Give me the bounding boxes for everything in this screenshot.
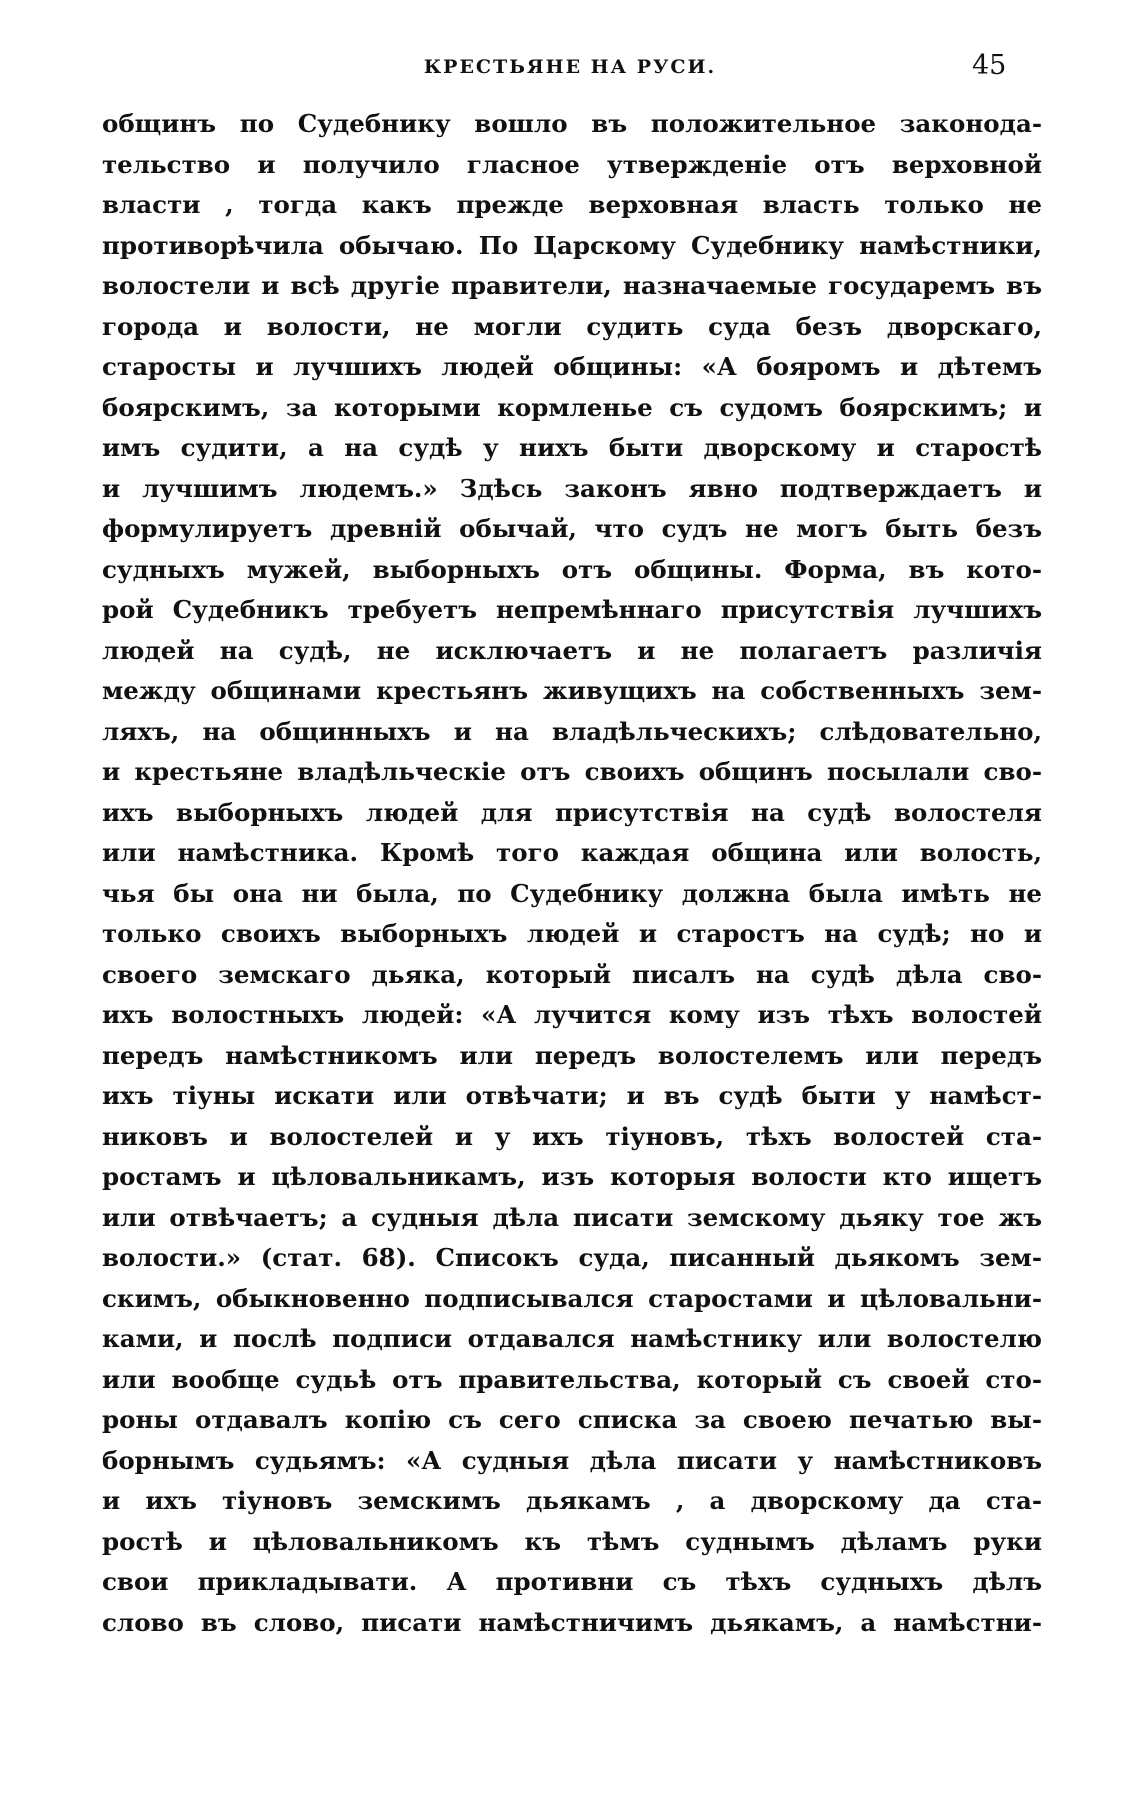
text-line: ростамъ и цѣловальникамъ, изъ которыя волости кто ищетъ bbox=[102, 1162, 1042, 1191]
text-line: никовъ и волостелей и у ихъ тіуновъ, тѣхъ волостей ста- bbox=[102, 1121, 1042, 1151]
text-line: города и волости, не могли судить суда безъ дворскаго, bbox=[102, 311, 1042, 341]
text-line: противорѣчила обычаю. По Царскому Судебнику намѣстники, bbox=[102, 230, 1042, 260]
text-line: общинъ по Судебнику вошло въ положительное законода- bbox=[102, 109, 1042, 138]
text-line: своего земскаго дьяка, который писалъ на судѣ дѣла сво- bbox=[102, 959, 1042, 989]
text-line: власти , тогда какъ прежде верховная власть только не bbox=[102, 190, 1042, 219]
text-line: только своихъ выборныхъ людей и старостъ на судѣ; но и bbox=[102, 919, 1042, 948]
text-line: имъ судити, а на судѣ у нихъ быти дворскому и старостѣ bbox=[102, 433, 1042, 462]
text-line: и крестьяне владѣльческіе отъ своихъ общинъ посылали сво- bbox=[102, 757, 1042, 786]
text-line: слово въ слово, писати намѣстничимъ дьякамъ, а намѣстни- bbox=[102, 1607, 1042, 1637]
text-line: тельство и получило гласное утвержденіе отъ верховной bbox=[102, 149, 1042, 179]
text-line: и ихъ тіуновъ земскимъ дьякамъ , а дворскому да ста- bbox=[102, 1486, 1042, 1515]
text-line: ляхъ, на общинныхъ и на владѣльческихъ; слѣдовательно, bbox=[102, 716, 1042, 746]
text-line: и лучшимъ людемъ.» Здѣсь законъ явно подтверждаетъ и bbox=[102, 473, 1042, 503]
text-line: людей на судѣ, не исключаетъ и не полагаетъ различія bbox=[102, 635, 1042, 665]
text-line: волостели и всѣ другіе правители, назначаемые государемъ въ bbox=[102, 271, 1042, 300]
text-line: или отвѣчаетъ; а судныя дѣла писати земскому дьяку тое жъ bbox=[102, 1202, 1042, 1232]
text-line: между общинами крестьянъ живущихъ на собственныхъ зем- bbox=[102, 676, 1042, 705]
text-line: борнымъ судьямъ: «А судныя дѣла писати у намѣстниковъ bbox=[102, 1445, 1042, 1475]
text-line: ками, и послѣ подписи отдавался намѣстнику или волостелю bbox=[102, 1324, 1042, 1353]
page-number: 45 bbox=[972, 50, 1007, 81]
text-line: ростѣ и цѣловальникомъ къ тѣмъ суднымъ дѣламъ руки bbox=[102, 1526, 1042, 1556]
text-line: формулируетъ древній обычай, что судъ не могъ быть безъ bbox=[102, 514, 1042, 543]
running-title: КРЕСТЬЯНЕ НА РУСИ. bbox=[423, 56, 717, 78]
text-line: свои прикладывати. А противни съ тѣхъ судныхъ дѣлъ bbox=[102, 1567, 1042, 1596]
text-line: скимъ, обыкновенно подписывался старостами и цѣловальни- bbox=[102, 1283, 1042, 1313]
text-line: ихъ выборныхъ людей для присутствія на судѣ волостеля bbox=[102, 797, 1042, 827]
text-line: передъ намѣстникомъ или передъ волостелемъ или передъ bbox=[102, 1040, 1042, 1070]
text-line: или вообще судьѣ отъ правительства, который съ своей сто- bbox=[102, 1364, 1042, 1394]
text-line: волости.» (стат. 68). Списокъ суда, писанный дьякомъ зем- bbox=[102, 1243, 1042, 1272]
text-line: старосты и лучшихъ людей общины: «А бояромъ и дѣтемъ bbox=[102, 352, 1042, 381]
body-text bbox=[102, 104, 1042, 1643]
text-line: чья бы она ни была, по Судебнику должна была имѣть не bbox=[102, 878, 1042, 908]
text-line: ихъ тіуны искати или отвѣчати; и въ судѣ быти у намѣст- bbox=[102, 1081, 1042, 1110]
text-line: боярскимъ, за которыми кормленье съ судомъ боярскимъ; и bbox=[102, 392, 1042, 422]
running-head bbox=[0, 50, 1140, 90]
text-line: роны отдавалъ копію съ сего списка за своею печатью вы- bbox=[102, 1405, 1042, 1434]
text-line: или намѣстника. Кромѣ того каждая община или волость, bbox=[102, 838, 1042, 867]
text-line: рой Судебникъ требуетъ непремѣннаго присутствія лучшихъ bbox=[102, 595, 1042, 624]
text-line: судныхъ мужей, выборныхъ отъ общины. Форма, въ кото- bbox=[102, 554, 1042, 584]
text-line: ихъ волостныхъ людей: «А лучится кому изъ тѣхъ волостей bbox=[102, 1000, 1042, 1029]
